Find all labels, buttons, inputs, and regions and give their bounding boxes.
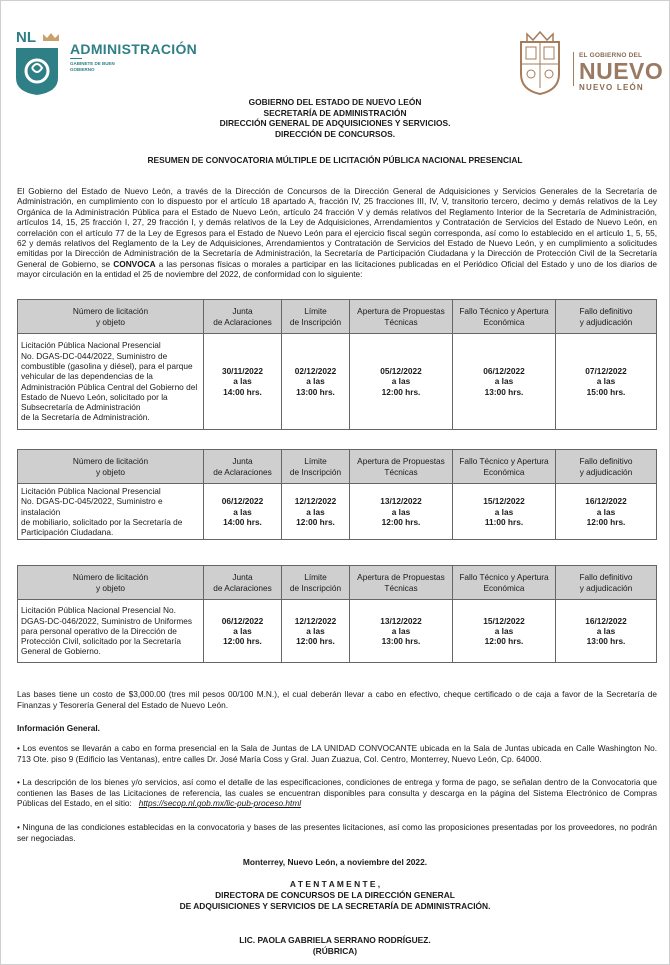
bases-paragraph: Las bases tiene un costo de $3,000.00 (tres mil pesos 00/100 M.N.), el cual deberán llevar a cabo en efectivo, cheque certificado o de caja a favor de la Secretaría de Finanzas y Tesorería General del Estado de Nuevo León. (17, 689, 657, 710)
logo-mark-text: NL (16, 29, 36, 46)
place-date: Monterrey, Nuevo León, a noviembre del 2022. (242, 857, 428, 867)
col-header-fallo-definitivo: Fallo definitivo y adjudicación (556, 300, 657, 334)
signature-note: (RÚBRICA) (312, 946, 358, 956)
gobierno-bottom-text: NUEVO LEÓN (579, 83, 644, 92)
coat-of-arms-icon (515, 28, 565, 96)
date-cell: 13/12/2022 a las 12:00 hrs. (350, 484, 453, 540)
date-cell: 15/12/2022 a las 12:00 hrs. (453, 600, 556, 663)
info-bullet-description (17, 777, 657, 809)
col-header-junta: Junta de Aclaraciones (204, 566, 282, 600)
table-header-row (18, 300, 657, 334)
logo-divider (70, 58, 82, 59)
intro-paragraph (17, 186, 657, 280)
shield-icon (14, 46, 60, 96)
col-header-fallo-tecnico: Fallo Técnico y Apertura Económica (453, 566, 556, 600)
info-title: Información General. (17, 723, 100, 733)
tender-object: Licitación Pública Nacional Presencial No. DGAS-DC-044/2022, Suministro de combustible (gasolina y diésel), para el parque vehicular de las dependencias de la Administración Pública Central del Gobierno del Estado de Nuevo León, solicitado por la Subsecretaría de Administración de la Secretaría de Administración. (18, 334, 204, 430)
table-row (18, 484, 657, 540)
date-cell: 07/12/2022 a las 15:00 hrs. (556, 334, 657, 430)
nl-shield-logo (14, 29, 64, 97)
col-header-limite: Límite de Inscripción (282, 566, 350, 600)
date-cell: 02/12/2022 a las 13:00 hrs. (282, 334, 350, 430)
tender-object: Licitación Pública Nacional Presencial No. DGAS-DC-045/2022, Suministro e instalación de mobiliario, solicitado por la Secretaría de Participación Ciudadana. (18, 484, 204, 540)
col-header-limite: Límite de Inscripción (282, 300, 350, 334)
date-cell: 06/12/2022 a las 14:00 hrs. (204, 484, 282, 540)
col-header-fallo-tecnico: Fallo Técnico y Apertura Económica (453, 450, 556, 484)
tender-table (17, 565, 657, 663)
logo-separator (573, 52, 574, 86)
intro-text-before: El Gobierno del Estado de Nuevo León, a través de la Dirección de Concursos de la Dirección General de Adquisiciones y Servicios Generales de la Secretaría de Administración, en cumplimiento con lo dispuesto por el artículo 18 apartado A, fracción IV, 25 fracciones III, IV, V, transitorio tercero, decimo y demás relativos de la Ley Orgánica de la Administración Pública para el Estado de Nuevo León, artículo 24 fracción V y demás relativos del Reglamento Interior de la Secretaría de Administración, artículos 14, 15, 25 fracción I, 27, 29 fracción I, y demás relativos de la Ley de Adquisiciones, Arrendamientos y Contratación de Servicios del Estado de Nuevo León, en correlación con el artículo 77 de la Ley de Egresos para el Estado de Nuevo León para el ejercicio fiscal según corresponda, así como lo establecido en el artículo 1, 5, 55, 62 y demás relativos del Reglamento de la Ley de Adquisiciones, Arrendamientos y Contratación de Servicios del Estado de Nuevo León, y en cumplimiento a solicitudes emitidas por la Dirección de Administración de la Secretaría de Administración, la Secretaría de Participación Ciudadana y la Dirección de Protección Civil de la Secretaría General de Gobierno, se (17, 186, 657, 269)
date-cell: 12/12/2022 a las 12:00 hrs. (282, 484, 350, 540)
date-cell: 06/12/2022 a las 13:00 hrs. (453, 334, 556, 430)
heading-line-2: SECRETARÍA DE ADMINISTRACIÓN (263, 107, 407, 118)
tender-object: Licitación Pública Nacional Presencial No. DGAS-DC-046/2022, Suministro de Uniformes para personal operativo de la Dirección de Protección Civil, solicitado por la Secretaría General de Gobierno. (18, 600, 204, 663)
date-cell: 16/12/2022 a las 12:00 hrs. (556, 484, 657, 540)
gobierno-big-text: NUEVO (579, 58, 664, 84)
col-header-limite: Límite de Inscripción (282, 450, 350, 484)
date-cell: 12/12/2022 a las 12:00 hrs. (282, 600, 350, 663)
heading-line-1: GOBIERNO DEL ESTADO DE NUEVO LEÓN (248, 97, 422, 107)
col-header-junta: Junta de Aclaraciones (204, 450, 282, 484)
table-header-row (18, 450, 657, 484)
gobierno-logo (515, 28, 664, 98)
col-header-junta: Junta de Aclaraciones (204, 300, 282, 334)
col-header-fallo-definitivo: Fallo definitivo y adjudicación (556, 566, 657, 600)
gobierno-small-text: EL GOBIERNO DEL (579, 52, 643, 59)
table-row (18, 600, 657, 663)
signer-role-line-2: DE ADQUISICIONES Y SERVICIOS DE LA SECRETARÍA DE ADMINISTRACIÓN. (179, 901, 491, 911)
info-bullet-description-text: • La descripción de los bienes y/o servicios, así como el detalle de las especificaciones, condiciones de entrega y forma de pago, se señalan dentro de la Convocatoria que contienen las Bases de las Licitaciones de referencia, las cuales se encuentran disponibles para consulta y descarga en la página del Sistema Electrónico de Compras Públicas del Estado, en el sitio: (17, 777, 657, 809)
document-subtitle: RESUMEN DE CONVOCATORIA MÚLTIPLE DE LICITACIÓN PÚBLICA NACIONAL PRESENCIAL (147, 155, 523, 165)
intro-text-after: a las personas físicas o morales a participar en las licitaciones publicadas en el Periódico Oficial del Estado y uno de los diarios de mayor circulación en la entidad el 25 de noviembre del 2022, de conformidad con lo siguiente: (17, 258, 657, 280)
date-cell: 13/12/2022 a las 13:00 hrs. (350, 600, 453, 663)
date-cell: 16/12/2022 a las 13:00 hrs. (556, 600, 657, 663)
signer-name: LIC. PAOLA GABRIELA SERRANO RODRÍGUEZ. (239, 935, 431, 945)
atentamente: A T E N T A M E N T E , (289, 879, 381, 889)
col-header-apertura: Apertura de Propuestas Técnicas (350, 566, 453, 600)
col-header-licitacion: Número de licitación y objeto (18, 450, 204, 484)
date-cell: 05/12/2022 a las 12:00 hrs. (350, 334, 453, 430)
logo-title: ADMINISTRACIÓN (70, 41, 198, 57)
crown-icon (42, 32, 60, 42)
info-bullet-negotiation: • Ninguna de las condiciones establecidas en la convocatoria y bases de las presentes licitaciones, así como las proposiciones presentadas por los proveedores, no podrán ser negociadas. (17, 822, 657, 843)
tender-table (17, 449, 657, 540)
col-header-apertura: Apertura de Propuestas Técnicas (350, 450, 453, 484)
signer-role-line-1: DIRECTORA DE CONCURSOS DE LA DIRECCIÓN GENERAL (215, 890, 455, 900)
heading-line-3: DIRECCIÓN GENERAL DE ADQUISICIONES Y SERVICIOS. (219, 118, 451, 128)
col-header-licitacion: Número de licitación y objeto (18, 566, 204, 600)
col-header-fallo-definitivo: Fallo definitivo y adjudicación (556, 450, 657, 484)
date-cell: 06/12/2022 a las 12:00 hrs. (204, 600, 282, 663)
table-header-row (18, 566, 657, 600)
date-cell: 15/12/2022 a las 11:00 hrs. (453, 484, 556, 540)
heading-line-4: DIRECCIÓN DE CONCURSOS. (274, 128, 396, 139)
document-heading (0, 97, 670, 139)
administracion-logo (14, 29, 204, 97)
logo-subtitle: GABINETE DE BUEN GOBIERNO (70, 61, 115, 72)
date-cell: 30/11/2022 a las 14:00 hrs. (204, 334, 282, 430)
col-header-apertura: Apertura de Propuestas Técnicas (350, 300, 453, 334)
table-row (18, 334, 657, 430)
tender-table (17, 299, 657, 430)
secop-link[interactable]: https://secop.nl.gob.mx/lic-pub-proceso.html (138, 798, 302, 809)
intro-convoca: CONVOCA (113, 258, 156, 269)
col-header-fallo-tecnico: Fallo Técnico y Apertura Económica (453, 300, 556, 334)
info-bullet-location: • Los eventos se llevarán a cabo en forma presencial en la Sala de Juntas de LA UNIDAD CONVOCANTE ubicada en la Sala de Juntas ubicada en Calle Washington No. 713 Ote. piso 9 (Edificio las Ventanas), entre calles Dr. José María Coss y Gral. Juan Zuazua, Col. Centro, Monterrey, Nuevo León, Cp. 64000. (17, 743, 657, 764)
col-header-licitacion: Número de licitación y objeto (18, 300, 204, 334)
